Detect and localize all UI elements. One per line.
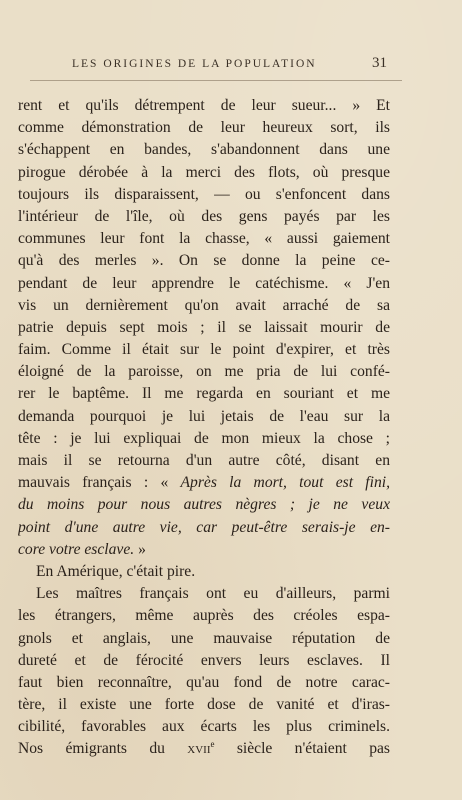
text-line: rent et qu'ils détrempent de leur sueur... » Et — [18, 97, 390, 114]
text-line: vis un dernièrement qu'on avait arraché de sa — [18, 296, 390, 314]
text-roman: siècle n'étaient pas — [214, 740, 390, 758]
text-line: cibilité, favorables aux écarts les plus criminels. — [18, 718, 390, 736]
text-line: tête : je lui expliquai de mon mieux la chose ; — [18, 429, 390, 447]
text-line: demanda pourquoi je lui jetais de l'eau sur la — [18, 407, 390, 425]
text-line: Les maîtres français ont eu d'ailleurs, parmi — [36, 585, 390, 603]
text-line-italic: du moins pour nous autres nègres ; je ne veux — [18, 496, 390, 514]
text-line: gnols et anglais, une mauvaise réputation de — [18, 629, 390, 647]
text-line: éloigné de la paroisse, on me pria de lui confé- — [18, 363, 390, 381]
text-line: rer le baptême. Il me regarda en souriant et me — [18, 385, 390, 403]
text-line: pirogue dérobée à la merci des flots, où presque — [18, 163, 390, 181]
text-roman: Nos émigrants du — [18, 740, 188, 758]
text-roman: mauvais français : « — [18, 474, 181, 492]
century-numeral: xvii — [187, 740, 211, 758]
text-line: faut bien reconnaître, qu'au fond de notre carac- — [18, 673, 390, 691]
text-line-quote-end — [18, 539, 390, 561]
body-text — [18, 95, 390, 761]
superscript: e — [210, 739, 215, 750]
text-line: s'échappent en bandes, s'abandonnent dans une — [18, 141, 390, 159]
text-line: l'intérieur de l'île, où des gens payés par les — [18, 207, 390, 225]
text-line: comme démonstration de leur heureux sort, ils — [18, 119, 390, 137]
text-line: communes leur font la chasse, « aussi gaiement — [18, 230, 390, 248]
text-line-quote-start — [18, 472, 390, 494]
text-line: faim. Comme il était sur le point d'expirer, et très — [18, 341, 390, 359]
page-number: 31 — [372, 55, 387, 71]
running-header: LES ORIGINES DE LA POPULATION — [72, 58, 317, 70]
text-line-last — [18, 738, 390, 760]
paragraph-short: En Amérique, c'était pire. — [36, 562, 196, 580]
text-line: dureté et de férocité envers leurs esclaves. Il — [18, 651, 390, 669]
text-line: qu'à des merles ». On se donne la peine ce- — [18, 252, 390, 270]
text-line: patrie depuis sept mois ; il se laissait mourir de — [18, 318, 390, 336]
header-rule — [30, 80, 402, 81]
text-line: tère, il existe une forte dose de vanité et d'iras- — [18, 696, 390, 714]
text-line: mais il se retourna d'un autre côté, disant en — [18, 452, 390, 469]
text-roman: » — [134, 540, 146, 558]
text-line: les étrangers, même auprès des créoles espa- — [18, 607, 390, 625]
text-line: toujours ils disparaissent, — ou s'enfoncent dans — [18, 185, 390, 203]
text-line-italic: point d'une autre vie, car peut-être serais-je en- — [18, 518, 390, 536]
text-line: pendant de leur apprendre le catéchisme. « J'en — [18, 274, 390, 292]
text-italic: core votre esclave. — [18, 540, 135, 558]
text-italic: Après la mort, tout est fini, — [180, 474, 390, 492]
